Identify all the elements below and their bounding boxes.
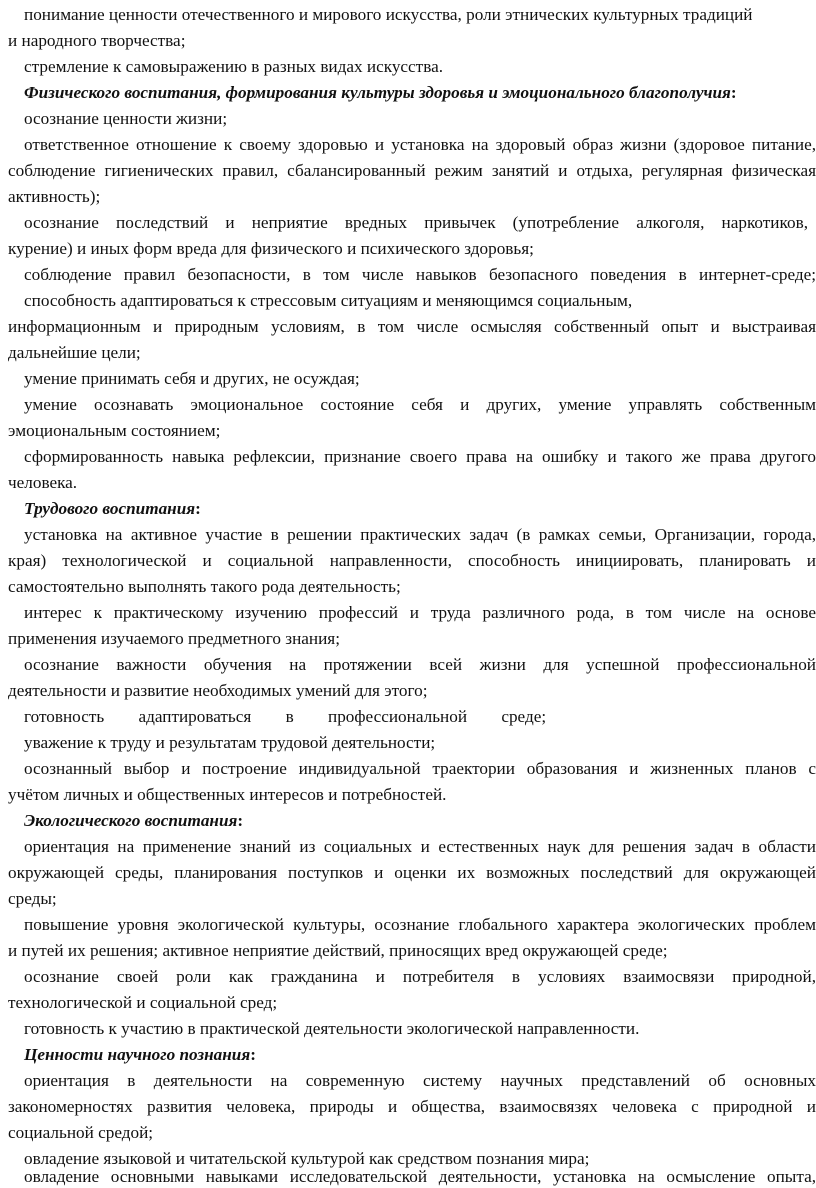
- heading-text: Экологического воспитания: [24, 811, 238, 830]
- text-line: окружающей среды, планирования поступков и оценки их возможных последствий для окружающей: [8, 863, 816, 882]
- text-line: закономерностях развития человека, природы и общества, взаимосвязях человека с природной и: [8, 1097, 816, 1116]
- text-line: способность адаптироваться к стрессовым ситуациям и меняющимся социальным,: [24, 291, 633, 310]
- text-line: осознание своей роли как гражданина и потребителя в условиях взаимосвязи природной,: [24, 967, 816, 986]
- text-line: края) технологической и социальной направленности, способность инициировать, планировать и: [8, 551, 816, 570]
- text-line: технологической и социальной сред;: [8, 993, 278, 1012]
- text-line: человека.: [8, 473, 78, 492]
- text-line: эмоциональным состоянием;: [8, 421, 221, 440]
- text-line: овладение языковой и читательской культурой как средством познания мира;: [24, 1149, 590, 1168]
- text-line: установка на активное участие в решении практических задач (в рамках семьи, Организации, города,: [24, 525, 816, 544]
- text-line: стремление к самовыражению в разных видах искусства.: [24, 57, 444, 76]
- section-heading-labor: [0, 498, 816, 520]
- text-line: осознание последствий и неприятие вредных привычек (употребление алкоголя, наркотиков,: [24, 213, 808, 232]
- heading-text: Трудового воспитания: [24, 499, 196, 518]
- text-line: умение осознавать эмоциональное состояние себя и других, умение управлять собственным: [24, 395, 816, 414]
- text-line: и народного творчества;: [8, 31, 186, 50]
- text-line: уважение к труду и результатам трудовой деятельности;: [24, 733, 436, 752]
- heading-colon: :: [250, 1045, 256, 1064]
- text-line: ориентация на применение знаний из социальных и естественных наук для решения задач в области: [24, 837, 816, 856]
- heading-colon: :: [730, 83, 737, 102]
- text-line: интерес к практическому изучению профессий и труда различного рода, в том числе на основе: [24, 603, 816, 622]
- text-line: понимание ценности отечественного и мирового искусства, роли этнических культурных традиций: [24, 5, 753, 24]
- heading-colon: :: [237, 811, 244, 830]
- text-line: информационным и природным условиям, в том числе осмысляя собственный опыт и выстраивая: [8, 317, 816, 336]
- text-line: социальной средой;: [8, 1123, 154, 1142]
- section-heading-ecology: [0, 810, 816, 832]
- text-line: активность);: [8, 187, 101, 206]
- text-line: дальнейшие цели;: [8, 343, 141, 362]
- section-heading-science: [0, 1044, 816, 1066]
- text-line: соблюдение правил безопасности, в том числе навыков безопасного поведения в интернет-среде;: [24, 265, 816, 284]
- text-line: сформированность навыка рефлексии, признание своего права на ошибку и такого же права другого: [24, 447, 816, 466]
- text-line: осознанный выбор и построение индивидуальной траектории образования и жизненных планов с: [24, 759, 816, 778]
- text-line: ответственное отношение к своему здоровью и установка на здоровый образ жизни (здоровое питание,: [24, 135, 816, 154]
- text-line: применения изучаемого предметного знания;: [8, 629, 340, 648]
- text-line: среды;: [8, 889, 57, 908]
- text-line: осознание ценности жизни;: [24, 109, 228, 128]
- text-line: повышение уровня экологической культуры, осознание глобального характера экологических проблем: [24, 915, 816, 934]
- section-heading-physical: [0, 82, 816, 104]
- heading-colon: :: [195, 499, 201, 518]
- text-line: осознание важности обучения на протяжении всей жизни для успешной профессиональной: [24, 655, 816, 674]
- text-line: готовность к участию в практической деятельности экологической направленности.: [24, 1019, 640, 1038]
- text-line: самостоятельно выполнять такого рода деятельность;: [8, 577, 401, 596]
- text-line: ориентация в деятельности на современную систему научных представлений об основных: [24, 1071, 816, 1090]
- text-line: овладение основными навыками исследовательской деятельности, установка на осмысление опыта,: [24, 1167, 816, 1186]
- text-line: готовность адаптироваться в профессиональной среде;: [24, 707, 547, 726]
- text-line: курение) и иных форм вреда для физического и психического здоровья;: [8, 239, 534, 258]
- text-line: учётом личных и общественных интересов и потребностей.: [8, 785, 447, 804]
- text-line: деятельности и развитие необходимых умений для этого;: [8, 681, 428, 700]
- text-line: соблюдение гигиенических правил, сбалансированный режим занятий и отдыха, регулярная физическая: [8, 161, 816, 180]
- heading-text: Ценности научного познания: [24, 1045, 251, 1064]
- heading-text: Физического воспитания, формирования культуры здоровья и эмоционального благополучия: [24, 83, 731, 102]
- text-line: умение принимать себя и других, не осуждая;: [24, 369, 360, 388]
- text-line: и путей их решения; активное неприятие действий, приносящих вред окружающей среде;: [8, 941, 668, 960]
